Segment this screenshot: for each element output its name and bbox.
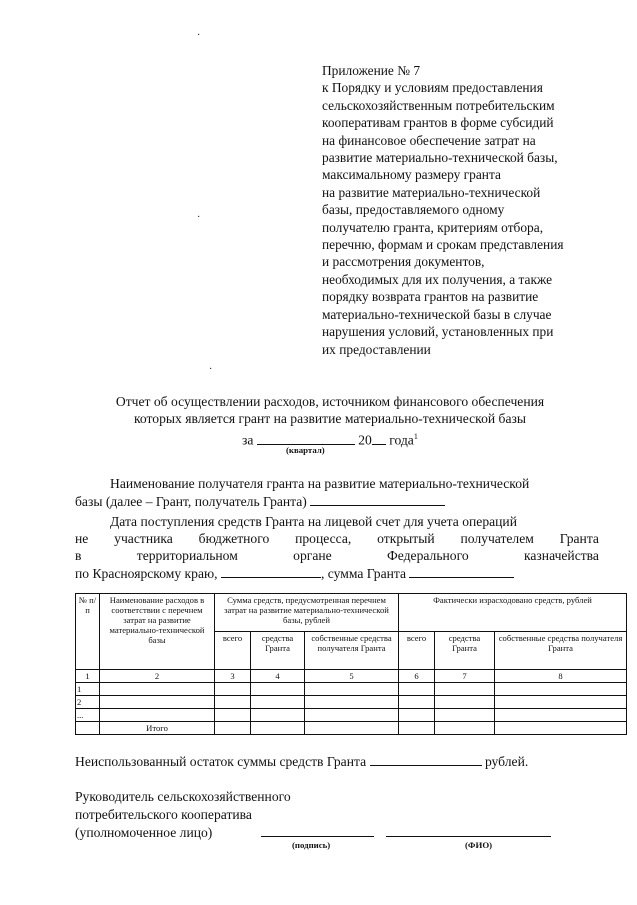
table-row [76, 696, 627, 709]
table-cell [76, 722, 100, 735]
scan-mark: · [197, 30, 201, 41]
footnote-mark: 1 [413, 432, 418, 441]
word: открытый [377, 531, 435, 546]
row-number: ... [76, 709, 100, 722]
table-cell[interactable] [251, 696, 305, 709]
table-cell[interactable] [435, 683, 495, 696]
balance-unit: рублей. [484, 754, 529, 769]
word: в [75, 548, 82, 563]
table-cell[interactable] [495, 709, 627, 722]
header-expense-name: Наименование расходов в соответствии с перечнем затрат на развитие материально-технической базы [100, 594, 215, 670]
report-title-line1: Отчет об осуществлении расходов, источником финансового обеспечения [115, 394, 545, 409]
word: бюджетного [198, 531, 270, 546]
year-field[interactable] [372, 431, 386, 445]
col-number: 4 [251, 670, 305, 683]
period-prefix: за [242, 432, 254, 448]
appendix-line: порядку возврата грантов на развитие [322, 289, 539, 305]
appendix-line: на финансовое обеспечение затрат на [322, 132, 536, 148]
signature-line1: Руководитель сельскохозяйственного [75, 789, 291, 804]
appendix-line: нарушения условий, установленных при [322, 324, 554, 340]
table-cell[interactable] [251, 709, 305, 722]
receipt-line4 [75, 564, 514, 583]
word: не [75, 531, 89, 546]
table-cell[interactable] [100, 709, 215, 722]
table-cell[interactable] [435, 722, 495, 735]
header-grant-funds: средства Гранта [251, 632, 305, 670]
header-total: всего [399, 632, 435, 670]
table-cell[interactable] [435, 696, 495, 709]
word: процесса, [295, 531, 352, 546]
column-number-row [76, 670, 627, 683]
table-cell[interactable] [100, 696, 215, 709]
appendix-line: их предоставлении [322, 341, 431, 357]
appendix-line: необходимых для их получения, а также [322, 271, 553, 287]
table-cell[interactable] [495, 696, 627, 709]
header-actual-spent: Фактически израсходовано средств, рублей [399, 594, 627, 632]
receipt-line3 [75, 547, 599, 565]
header-planned-sum: Сумма средств, предусмотренная перечнем затрат на развитие материально-технической базы, рублей [215, 594, 399, 632]
receipt-line1: Дата поступления средств Гранта на лицевой счет для учета операций [110, 514, 517, 529]
word: Гранта [559, 531, 599, 546]
table-cell[interactable] [399, 683, 435, 696]
signature-caption: (подпись) [292, 840, 331, 850]
full-name-caption: (ФИО) [465, 840, 493, 850]
table-cell[interactable] [215, 696, 251, 709]
report-title [40, 393, 620, 427]
word: Федерального [387, 548, 469, 563]
appendix-line: базы, предоставляемого одному [322, 202, 505, 218]
full-name-field[interactable] [386, 836, 551, 837]
signature-line2: потребительского кооператива [75, 807, 252, 822]
col-number: 8 [495, 670, 627, 683]
scan-mark: · [197, 212, 201, 223]
recipient-name-field[interactable] [310, 492, 445, 506]
balance-field[interactable] [370, 752, 482, 766]
word: получателем [460, 531, 534, 546]
header-total: всего [215, 632, 251, 670]
table-cell[interactable] [305, 709, 399, 722]
appendix-line: Приложение № 7 [322, 63, 421, 78]
grant-sum-field[interactable] [409, 564, 514, 578]
appendix-line: кооперативам грантов в форме субсидий [322, 115, 554, 131]
col-number: 3 [215, 670, 251, 683]
total-row [76, 722, 627, 735]
table-cell[interactable] [215, 683, 251, 696]
receipt-line2 [75, 530, 599, 548]
appendix-line: к Порядку и условиям предоставления [322, 80, 543, 96]
quarter-field[interactable] [257, 431, 355, 445]
header-own-funds: собственные средства получателя Гранта [495, 632, 627, 670]
table-cell[interactable] [495, 722, 627, 735]
recipient-line1: Наименование получателя гранта на развитие материально-технической [110, 476, 530, 491]
appendix-line: перечню, формам и срокам представления [322, 237, 564, 253]
header-own-funds: собственные средства получателя Гранта [305, 632, 399, 670]
recipient-line2-text: базы (далее – Грант, получатель Гранта) [75, 494, 307, 509]
word: территориальном [136, 548, 238, 563]
receipt-region-text: по Красноярскому краю, [75, 566, 218, 581]
expense-table [75, 593, 627, 735]
quarter-caption: (квартал) [286, 445, 325, 455]
appendix-line: материально-технической базы в случае [322, 306, 552, 322]
report-title-line2: которых является грант на развитие материально-технической базы [133, 411, 527, 426]
col-number: 7 [435, 670, 495, 683]
appendix-line: сельскохозяйственным потребительским [322, 97, 555, 113]
table-cell[interactable] [399, 696, 435, 709]
appendix-header [322, 62, 622, 358]
appendix-line: получателю гранта, критериям отбора, [322, 219, 544, 235]
signature-line3: (уполномоченное лицо) [75, 825, 213, 840]
table-cell[interactable] [251, 683, 305, 696]
table-cell[interactable] [251, 722, 305, 735]
table-cell[interactable] [305, 696, 399, 709]
word: казначейства [524, 548, 599, 563]
col-number: 2 [100, 670, 215, 683]
year-suffix: года [389, 432, 414, 448]
table-row [76, 683, 627, 696]
row-number: 2 [76, 696, 100, 709]
col-number: 5 [305, 670, 399, 683]
word: участника [114, 531, 173, 546]
appendix-line: развитие материально-технической базы, [322, 150, 558, 166]
table-cell[interactable] [100, 683, 215, 696]
appendix-line: на развитие материально-технической [322, 184, 541, 200]
total-label: Итого [100, 722, 215, 735]
balance-line [75, 752, 528, 771]
year-prefix: 20 [358, 432, 372, 448]
table-cell[interactable] [215, 709, 251, 722]
table-cell[interactable] [399, 709, 435, 722]
row-number: 1 [76, 683, 100, 696]
report-period [242, 428, 418, 449]
recipient-line2 [75, 492, 445, 511]
header-grant-funds: средства Гранта [435, 632, 495, 670]
table-cell[interactable] [305, 683, 399, 696]
table-cell[interactable] [215, 722, 251, 735]
signature-field[interactable] [261, 836, 374, 837]
col-number: 1 [76, 670, 100, 683]
receipt-date-field[interactable] [221, 564, 321, 578]
table-cell[interactable] [399, 722, 435, 735]
table-cell[interactable] [435, 709, 495, 722]
word: органе [293, 548, 332, 563]
table-row [76, 709, 627, 722]
scan-mark: · [209, 364, 213, 375]
header-num: № п/п [76, 594, 100, 670]
balance-text: Неиспользованный остаток суммы средств Гранта [75, 754, 367, 769]
table-cell[interactable] [305, 722, 399, 735]
appendix-line: максимальному размеру гранта [322, 167, 501, 183]
receipt-sum-label: , сумма Гранта [320, 566, 407, 581]
table-cell[interactable] [495, 683, 627, 696]
appendix-line: и рассмотрения документов, [322, 254, 485, 270]
col-number: 6 [399, 670, 435, 683]
